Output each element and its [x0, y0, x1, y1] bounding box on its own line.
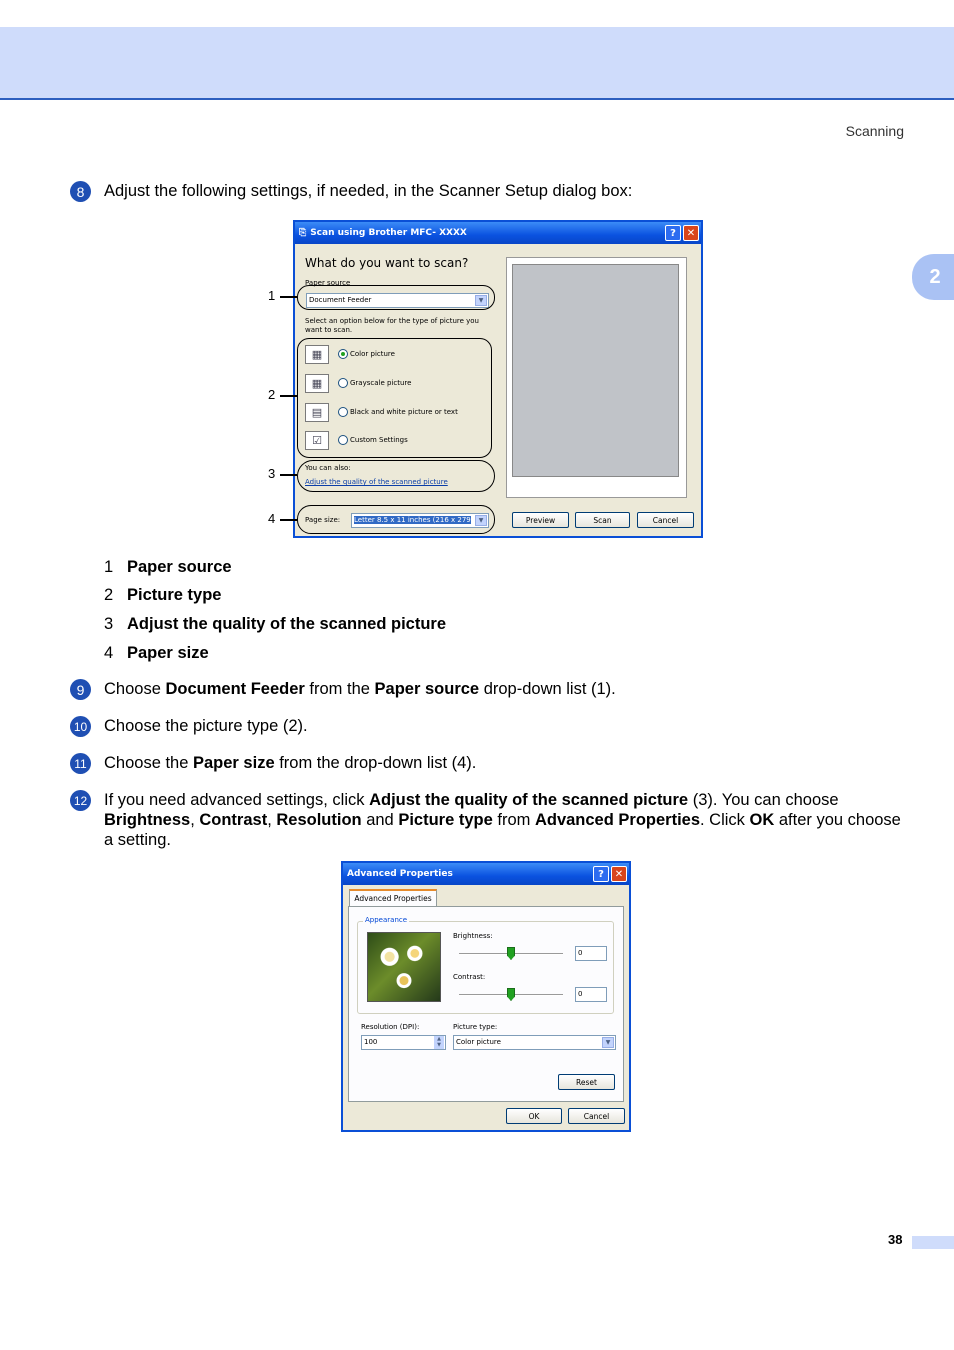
- cancel-button[interactable]: Cancel: [637, 512, 694, 528]
- black-white-text-icon: ▤: [305, 403, 329, 422]
- advanced-properties-dialog: [341, 861, 631, 1132]
- instruction-text: Select an option below for the type of picture you want to scan.: [305, 317, 479, 334]
- also-label: You can also:: [305, 464, 351, 472]
- callout-number-3: 3: [268, 466, 276, 481]
- brightness-input[interactable]: 0: [575, 946, 607, 961]
- option-color: Color picture: [350, 350, 395, 358]
- tab-panel: [348, 906, 624, 1102]
- resolution-label: Resolution (DPI):: [361, 1023, 420, 1031]
- step-text: Choose Document Feeder from the Paper source drop-down list (1).: [104, 680, 616, 698]
- contrast-input[interactable]: 0: [575, 987, 607, 1002]
- legend-item: [104, 615, 446, 634]
- picture-type-label: Picture type:: [453, 1023, 498, 1031]
- step-text: Choose the picture type (2).: [104, 717, 308, 735]
- legend-label: Paper size: [127, 644, 209, 662]
- custom-settings-icon: ☑: [305, 431, 329, 450]
- preview-page: [512, 264, 679, 477]
- preview-button[interactable]: Preview: [512, 512, 569, 528]
- step-number: 11: [70, 753, 91, 774]
- close-icon[interactable]: ✕: [611, 866, 627, 882]
- preview-area: [506, 257, 687, 498]
- step-text: Adjust the following settings, if needed, in the Scanner Setup dialog box:: [104, 182, 633, 200]
- cancel-button[interactable]: Cancel: [568, 1108, 625, 1124]
- paper-source-label: Paper source: [305, 279, 351, 287]
- tab-advanced-properties[interactable]: Advanced Properties: [349, 889, 437, 906]
- color-picture-icon: ▦: [305, 345, 329, 364]
- adv-dialog-titlebar: [343, 863, 629, 885]
- scanner-icon: ⎘: [299, 228, 307, 238]
- callout-adjust: [297, 460, 495, 492]
- legend-label: Paper source: [127, 558, 232, 576]
- help-icon[interactable]: ?: [665, 225, 681, 241]
- dialog-title: Scan using Brother MFC- XXXX: [310, 228, 467, 238]
- contrast-label: Contrast:: [453, 973, 486, 981]
- picture-type-select[interactable]: [453, 1035, 616, 1050]
- page-number: 38: [888, 1232, 903, 1247]
- close-icon[interactable]: ✕: [683, 225, 699, 241]
- legend-number: 3: [104, 615, 114, 633]
- help-icon[interactable]: ?: [593, 866, 609, 882]
- section-title: Scanning: [845, 123, 904, 139]
- resolution-value: 100: [364, 1038, 378, 1046]
- header-band: [0, 27, 954, 100]
- callout-line-3: [280, 474, 297, 476]
- legend-number: 2: [104, 586, 114, 604]
- option-black-white: Black and white picture or text: [350, 408, 458, 416]
- brightness-label: Brightness:: [453, 932, 493, 940]
- picture-type-value: Color picture: [456, 1038, 501, 1046]
- page-size-label: Page size:: [305, 516, 341, 524]
- reset-button[interactable]: Reset: [558, 1074, 615, 1090]
- step-number: 9: [70, 679, 91, 700]
- ok-button[interactable]: OK: [506, 1108, 562, 1124]
- callout-line-2: [280, 395, 297, 397]
- callout-paper-source: [297, 285, 495, 310]
- step-number: 8: [70, 181, 91, 202]
- adjust-quality-link[interactable]: Adjust the quality of the scanned picture: [305, 478, 448, 486]
- option-custom: Custom Settings: [350, 436, 408, 444]
- legend-number: 4: [104, 644, 114, 662]
- callout-number-4: 4: [268, 511, 276, 526]
- scan-dialog-titlebar: [295, 222, 701, 244]
- appearance-label: Appearance: [365, 916, 408, 924]
- page-bar: [912, 1236, 954, 1249]
- callout-number-2: 2: [268, 387, 276, 402]
- legend-item: [104, 558, 232, 577]
- chevron-down-icon: ▼: [602, 1037, 614, 1048]
- callout-page-size: [297, 505, 495, 534]
- chapter-tab: 2: [912, 254, 954, 300]
- chevron-down-icon: ▼: [475, 515, 487, 526]
- scan-question: What do you want to scan?: [305, 256, 469, 270]
- step-number: 10: [70, 716, 91, 737]
- legend-label: Picture type: [127, 586, 222, 604]
- legend-item: [104, 586, 221, 605]
- resolution-spinner[interactable]: [361, 1035, 446, 1050]
- callout-line-4: [280, 519, 297, 521]
- sample-image: [367, 932, 441, 1002]
- page-size-value: Letter 8.5 x 11 inches (216 x 279: [354, 516, 471, 524]
- paper-source-value: Document Feeder: [309, 296, 372, 304]
- adv-dialog-title: Advanced Properties: [347, 869, 453, 879]
- spinner-arrows-icon[interactable]: ▲ ▼: [434, 1036, 444, 1049]
- callout-line-1: [280, 296, 297, 298]
- legend-label: Adjust the quality of the scanned picture: [127, 615, 447, 633]
- callout-picture-type: [297, 338, 492, 458]
- callout-number-1: 1: [268, 288, 276, 303]
- legend-number: 1: [104, 558, 114, 576]
- scan-button[interactable]: Scan: [575, 512, 630, 528]
- chevron-down-icon: ▼: [475, 295, 487, 306]
- option-grayscale: Grayscale picture: [350, 379, 412, 387]
- legend-item: [104, 644, 209, 663]
- grayscale-picture-icon: ▦: [305, 374, 329, 393]
- step-number: 12: [70, 790, 91, 811]
- step-text: Choose the Paper size from the drop-down list (4).: [104, 754, 477, 772]
- step-text: If you need advanced settings, click Adjust the quality of the scanned picture (3). You can choose Brightness, Contrast, Resolution and Picture type from Advanced Properties. Click OK after you choose a setting.: [104, 791, 901, 849]
